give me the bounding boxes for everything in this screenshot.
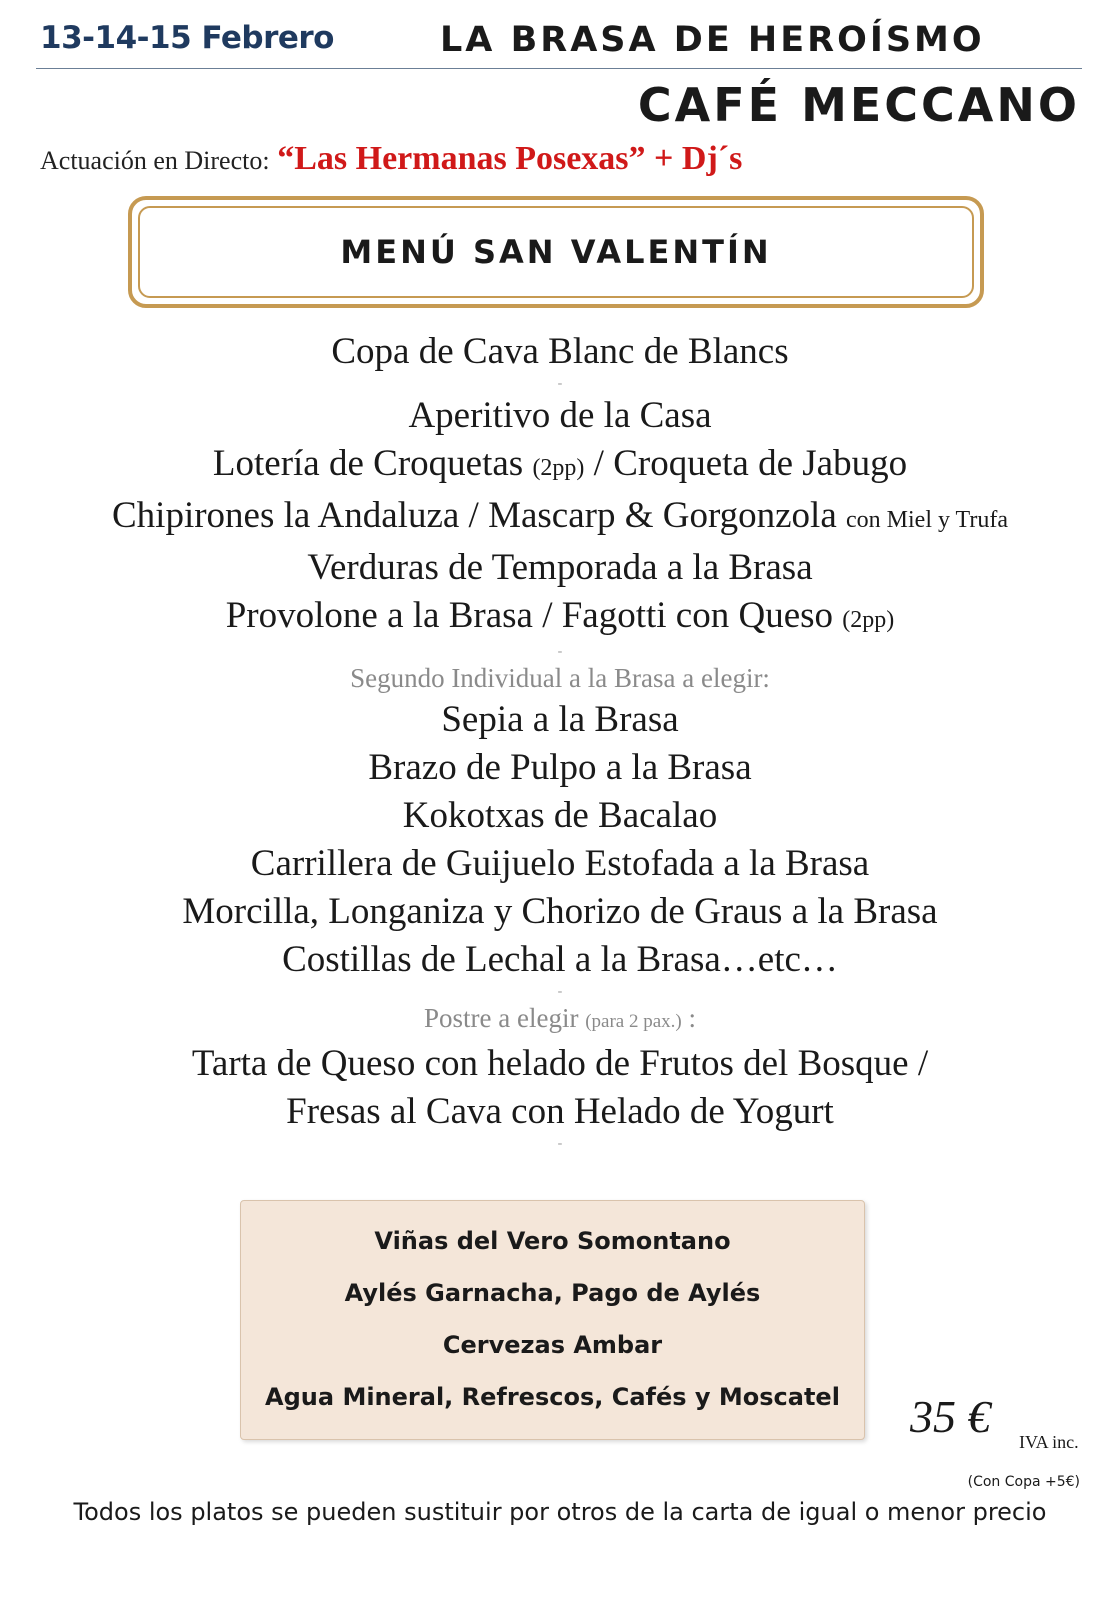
dessert-heading: Postre a elegir (para 2 pax.) : [424, 1003, 696, 1033]
dessert-item: Tarta de Queso con helado de Frutos del Bosque / [191, 1043, 929, 1084]
live-act-band: “Las Hermanas Posexas” + Dj´s [277, 140, 743, 177]
drink-item: Aylés Garnacha, Pago de Aylés [344, 1279, 761, 1307]
separator: - [557, 1136, 563, 1151]
starter-item: Verduras de Temporada a la Brasa [307, 547, 813, 588]
portion-note: con Miel y Trufa [846, 507, 1008, 533]
starter-item: Aperitivo de la Casa [408, 395, 712, 436]
welcome-drink: Copa de Cava Blanc de Blancs [331, 331, 789, 372]
extra-drink-note: (Con Copa +5€) [967, 1474, 1080, 1490]
event-dates: 13-14-15 Febrero [40, 20, 334, 56]
header-divider [36, 68, 1082, 69]
tax-note: IVA inc. [1019, 1432, 1079, 1452]
footer-note: Todos los platos se pueden sustituir por otros de la carta de igual o menor precio [73, 1498, 1047, 1526]
portion-note: (2pp) [842, 607, 895, 633]
drink-item: Cervezas Ambar [442, 1331, 663, 1359]
drink-item: Agua Mineral, Refrescos, Cafés y Moscatel [265, 1383, 840, 1411]
menu-price: 35 € [910, 1391, 991, 1442]
live-act-line [40, 140, 742, 178]
menu-banner [128, 196, 984, 308]
live-act-label: Actuación en Directo: [40, 146, 270, 175]
main-item: Sepia a la Brasa [441, 699, 679, 740]
main-item: Costillas de Lechal a la Brasa…etc… [282, 939, 838, 980]
main-item: Brazo de Pulpo a la Brasa [368, 747, 752, 788]
main-item: Morcilla, Longaniza y Chorizo de Graus a la Brasa [182, 891, 938, 932]
mains-heading: Segundo Individual a la Brasa a elegir: [350, 663, 770, 693]
menu-list [0, 328, 1120, 1152]
restaurant-title: LA BRASA DE HEROÍSMO [440, 20, 985, 60]
separator: - [557, 984, 563, 999]
drinks-box [240, 1200, 865, 1440]
main-item: Kokotxas de Bacalao [402, 795, 718, 836]
starter-item: Lotería de Croquetas (2pp) / Croqueta de Jabugo [212, 443, 908, 484]
dessert-item: Fresas al Cava con Helado de Yogurt [286, 1091, 834, 1132]
venue-title: CAFÉ MECCANO [637, 78, 1080, 132]
starter-item: Chipirones la Andaluza / Mascarp & Gorgonzola con Miel y Trufa [111, 495, 1008, 536]
menu-banner-title: MENÚ SAN VALENTÍN [138, 206, 974, 298]
drink-item: Viñas del Vero Somontano [374, 1227, 731, 1255]
main-item: Carrillera de Guijuelo Estofada a la Brasa [250, 843, 870, 884]
portion-note: (2pp) [532, 455, 585, 481]
separator: - [557, 376, 563, 391]
starter-item: Provolone a la Brasa / Fagotti con Queso (2pp) [225, 595, 895, 636]
separator: - [557, 644, 563, 659]
